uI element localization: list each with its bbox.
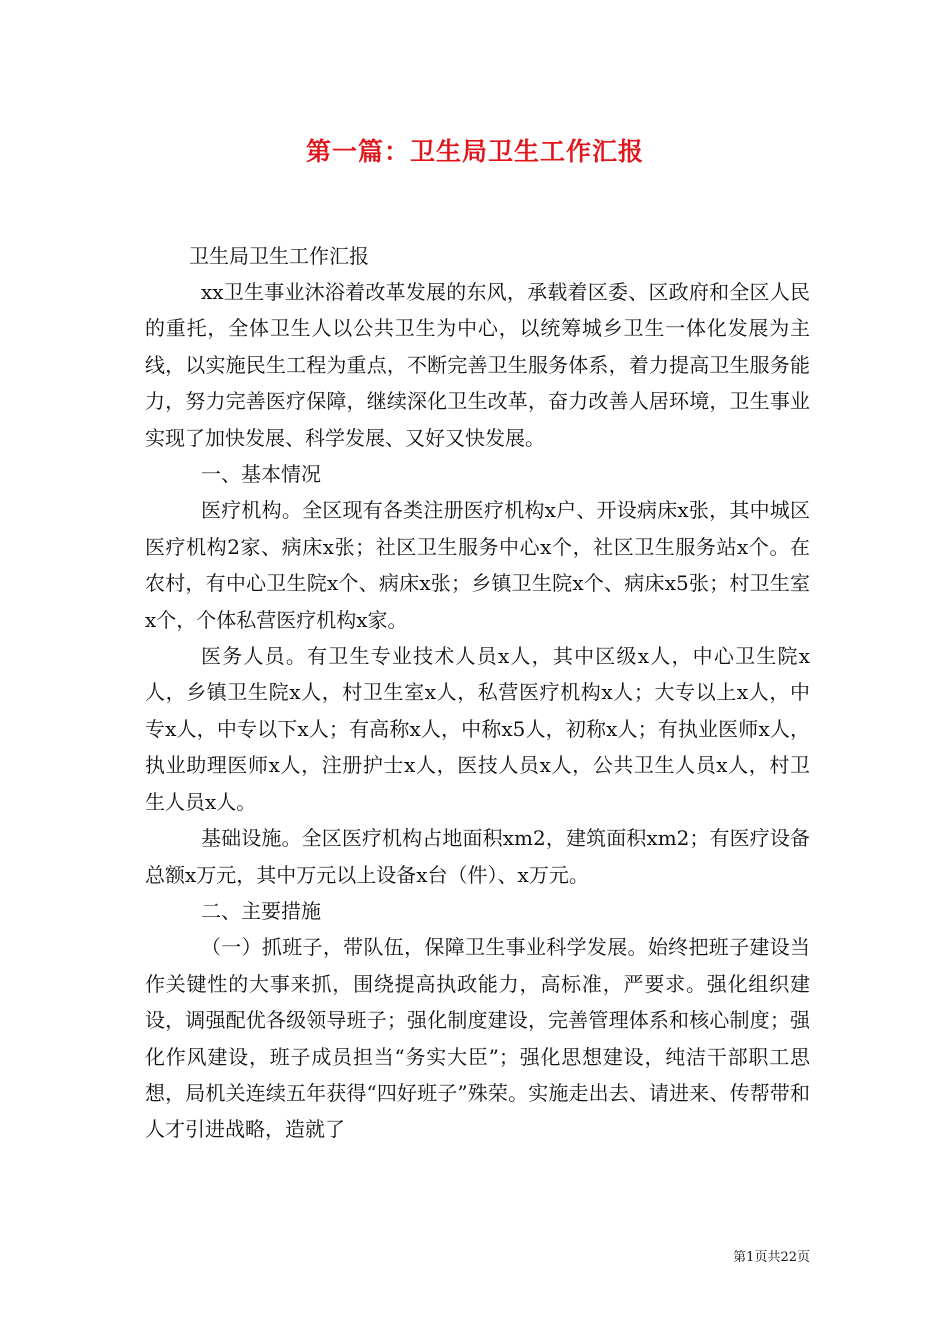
section-heading-main-measures: 二、主要措施 (201, 898, 321, 923)
paragraph-infrastructure: 基础设施。全区医疗机构占地面积xm2，建筑面积xm2；有医疗设备总额x万元，其中万元以上设备x台（件）、x万元。 (145, 826, 810, 887)
paragraph-medical-institutions: 医疗机构。全区现有各类注册医疗机构x户、开设病床x张，其中城区医疗机构2家、病床x张；社区卫生服务中心x个，社区卫生服务站x个。在农村，有中心卫生院x个、病床x张；乡镇卫生院x个、病床x5张；村卫生室x个，个体私营医疗机构x家。 (145, 498, 810, 632)
page-number: 第1页共22页 (733, 1250, 810, 1265)
section-heading-basic-situation: 一、基本情况 (201, 462, 321, 487)
paragraph-intro: xx卫生事业沐浴着改革发展的东风，承载着区委、区政府和全区人民的重托，全体卫生人以公共卫生为中心，以统筹城乡卫生一体化发展为主线，以实施民生工程为重点，不断完善卫生服务体系，着力提高卫生服务能力，努力完善医疗保障，继续深化卫生改革，奋力改善人居环境，卫生事业实现了加快发展、科学发展、又好又快发展。 (145, 280, 810, 450)
paragraph-medical-staff: 医务人员。有卫生专业技术人员x人，其中区级x人，中心卫生院x人，乡镇卫生院x人，村卫生室x人，私营医疗机构x人；大专以上x人，中专x人，中专以下x人；有高称x人，中称x5人，初称x人；有执业医师x人，执业助理医师x人，注册护士x人，医技人员x人，公共卫生人员x人，村卫生人员x人。 (145, 644, 810, 814)
document-subtitle: 卫生局卫生工作汇报 (189, 244, 369, 268)
document-body (145, 238, 810, 1148)
document-title: 第一篇：卫生局卫生工作汇报 (305, 137, 644, 166)
paragraph-measure-one: （一）抓班子，带队伍，保障卫生事业科学发展。始终把班子建设当作关键性的大事来抓，围绕提高执政能力，高标准，严要求。强化组织建设，调强配优各级领导班子；强化制度建设，完善管理体系和核心制度；强化作风建设，班子成员担当“务实大臣”；强化思想建设，纯洁干部职工思想，局机关连续五年获得“四好班子”殊荣。实施走出去、请进来、传帮带和人才引进战略，造就了 (145, 935, 810, 1142)
